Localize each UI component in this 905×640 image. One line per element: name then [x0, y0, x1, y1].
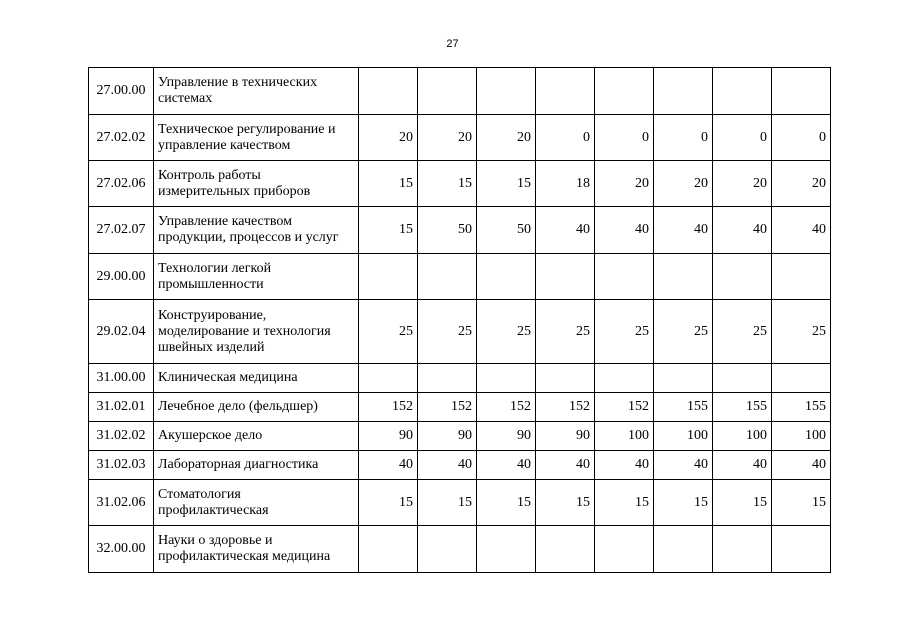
value-cell: [713, 364, 772, 393]
specialty-code: 27.02.02: [89, 115, 154, 161]
value-cell: 40: [477, 451, 536, 480]
value-cell: 15: [418, 480, 477, 526]
value-cell: 40: [536, 207, 595, 254]
specialty-code: 31.00.00: [89, 364, 154, 393]
value-cell: [359, 364, 418, 393]
value-cell: [418, 68, 477, 115]
value-cell: 0: [595, 115, 654, 161]
value-cell: [713, 68, 772, 115]
value-cell: 152: [595, 393, 654, 422]
value-cell: 40: [654, 451, 713, 480]
value-cell: [418, 364, 477, 393]
value-cell: 155: [713, 393, 772, 422]
value-cell: [654, 364, 713, 393]
value-cell: 40: [536, 451, 595, 480]
value-cell: 90: [359, 422, 418, 451]
specialty-code: 27.02.07: [89, 207, 154, 254]
value-cell: [595, 254, 654, 300]
specialty-code: 31.02.06: [89, 480, 154, 526]
specialty-name: Стоматология профилактическая: [154, 480, 359, 526]
value-cell: 90: [418, 422, 477, 451]
value-cell: 20: [713, 161, 772, 207]
value-cell: [713, 254, 772, 300]
value-cell: 40: [418, 451, 477, 480]
value-cell: 20: [477, 115, 536, 161]
value-cell: 152: [418, 393, 477, 422]
value-cell: 50: [418, 207, 477, 254]
value-cell: 15: [595, 480, 654, 526]
value-cell: 0: [654, 115, 713, 161]
value-cell: 25: [536, 300, 595, 364]
table-body: [89, 68, 831, 573]
value-cell: [595, 526, 654, 573]
value-cell: 90: [477, 422, 536, 451]
specialty-name: Управление качеством продукции, процессов и услуг: [154, 207, 359, 254]
value-cell: 25: [595, 300, 654, 364]
value-cell: [536, 254, 595, 300]
value-cell: [772, 526, 831, 573]
value-cell: 20: [418, 115, 477, 161]
value-cell: 20: [654, 161, 713, 207]
table-row: [89, 364, 831, 393]
value-cell: [772, 254, 831, 300]
specialty-code: 29.02.04: [89, 300, 154, 364]
value-cell: 15: [772, 480, 831, 526]
table-row: [89, 207, 831, 254]
value-cell: [477, 254, 536, 300]
value-cell: [536, 364, 595, 393]
value-cell: 0: [536, 115, 595, 161]
value-cell: 25: [477, 300, 536, 364]
specialty-code: 31.02.02: [89, 422, 154, 451]
value-cell: 155: [772, 393, 831, 422]
table-row: [89, 393, 831, 422]
specialty-name: Технологии легкой промышленности: [154, 254, 359, 300]
value-cell: 152: [536, 393, 595, 422]
value-cell: 40: [713, 207, 772, 254]
value-cell: [359, 68, 418, 115]
value-cell: 25: [713, 300, 772, 364]
value-cell: [595, 364, 654, 393]
value-cell: 15: [359, 207, 418, 254]
value-cell: [654, 526, 713, 573]
page-number: 27: [446, 38, 459, 50]
value-cell: 18: [536, 161, 595, 207]
value-cell: 50: [477, 207, 536, 254]
value-cell: 15: [359, 480, 418, 526]
table-row: [89, 451, 831, 480]
value-cell: 15: [654, 480, 713, 526]
value-cell: [418, 254, 477, 300]
value-cell: 40: [359, 451, 418, 480]
specialty-name: Конструирование, моделирование и технология швейных изделий: [154, 300, 359, 364]
value-cell: 155: [654, 393, 713, 422]
value-cell: 25: [772, 300, 831, 364]
value-cell: 20: [772, 161, 831, 207]
specialty-name: Науки о здоровье и профилактическая медицина: [154, 526, 359, 573]
table-row: [89, 254, 831, 300]
value-cell: [477, 526, 536, 573]
value-cell: [654, 68, 713, 115]
specialty-name: Контроль работы измерительных приборов: [154, 161, 359, 207]
value-cell: 100: [654, 422, 713, 451]
value-cell: 15: [418, 161, 477, 207]
value-cell: [359, 526, 418, 573]
specialty-code: 27.02.06: [89, 161, 154, 207]
table-row: [89, 300, 831, 364]
value-cell: 0: [772, 115, 831, 161]
value-cell: 15: [359, 161, 418, 207]
table-row: [89, 161, 831, 207]
specialty-code: 29.00.00: [89, 254, 154, 300]
value-cell: 25: [654, 300, 713, 364]
table-row: [89, 480, 831, 526]
table-row: [89, 68, 831, 115]
value-cell: 15: [713, 480, 772, 526]
value-cell: 15: [536, 480, 595, 526]
specialty-name: Лечебное дело (фельдшер): [154, 393, 359, 422]
value-cell: 100: [713, 422, 772, 451]
table-row: [89, 526, 831, 573]
value-cell: 40: [654, 207, 713, 254]
value-cell: 15: [477, 161, 536, 207]
specialty-name: Лабораторная диагностика: [154, 451, 359, 480]
value-cell: [536, 526, 595, 573]
specialty-code: 31.02.01: [89, 393, 154, 422]
table-row: [89, 422, 831, 451]
table-row: [89, 115, 831, 161]
value-cell: [477, 364, 536, 393]
value-cell: 0: [713, 115, 772, 161]
value-cell: [654, 254, 713, 300]
value-cell: [359, 254, 418, 300]
specialties-table: [88, 67, 831, 573]
value-cell: 20: [359, 115, 418, 161]
value-cell: [418, 526, 477, 573]
value-cell: [713, 526, 772, 573]
value-cell: 100: [772, 422, 831, 451]
value-cell: 40: [772, 451, 831, 480]
specialty-code: 31.02.03: [89, 451, 154, 480]
specialty-name: Акушерское дело: [154, 422, 359, 451]
value-cell: 152: [477, 393, 536, 422]
value-cell: 25: [418, 300, 477, 364]
value-cell: [772, 364, 831, 393]
value-cell: 40: [595, 207, 654, 254]
specialty-name: Техническое регулирование и управление качеством: [154, 115, 359, 161]
value-cell: 40: [713, 451, 772, 480]
value-cell: 20: [595, 161, 654, 207]
value-cell: 152: [359, 393, 418, 422]
value-cell: [536, 68, 595, 115]
value-cell: [595, 68, 654, 115]
specialty-code: 27.00.00: [89, 68, 154, 115]
specialty-name: Управление в технических системах: [154, 68, 359, 115]
value-cell: 90: [536, 422, 595, 451]
value-cell: 40: [772, 207, 831, 254]
specialty-name: Клиническая медицина: [154, 364, 359, 393]
value-cell: 25: [359, 300, 418, 364]
specialty-code: 32.00.00: [89, 526, 154, 573]
value-cell: 40: [595, 451, 654, 480]
value-cell: [772, 68, 831, 115]
value-cell: [477, 68, 536, 115]
value-cell: 100: [595, 422, 654, 451]
value-cell: 15: [477, 480, 536, 526]
